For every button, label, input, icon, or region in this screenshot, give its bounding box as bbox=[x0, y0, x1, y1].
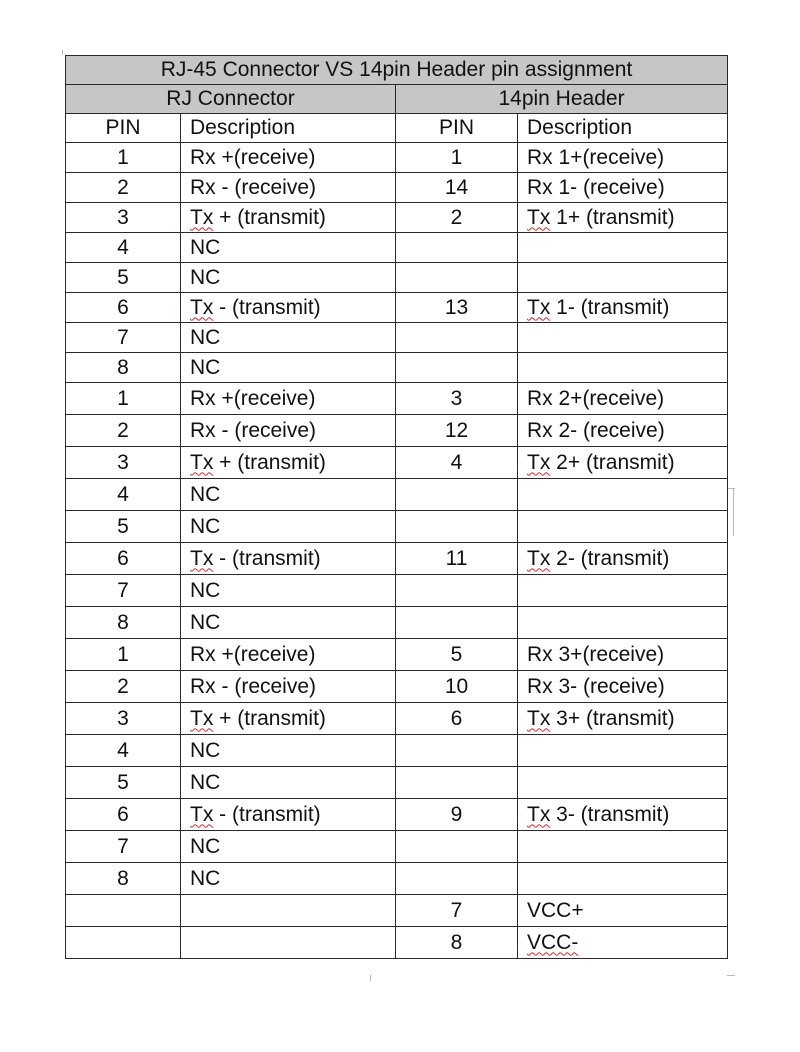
rj-description-cell bbox=[181, 767, 396, 799]
rj-pin-cell: 3 bbox=[66, 703, 181, 735]
header-description-cell bbox=[518, 927, 728, 959]
pin-assignment-table bbox=[65, 55, 728, 959]
spellcheck-marked-text: Tx bbox=[527, 295, 551, 319]
rj-description-cell bbox=[181, 173, 396, 203]
table-row bbox=[66, 203, 728, 233]
header-pin-cell bbox=[396, 831, 518, 863]
rj-description-cell bbox=[181, 543, 396, 575]
rj-pin-cell: 7 bbox=[66, 323, 181, 353]
table-row bbox=[66, 447, 728, 479]
rj-pin-cell: 1 bbox=[66, 639, 181, 671]
crop-mark bbox=[733, 488, 734, 536]
table-row bbox=[66, 639, 728, 671]
crop-mark bbox=[370, 975, 371, 981]
crop-mark bbox=[62, 50, 63, 55]
header-pin-cell: 3 bbox=[396, 383, 518, 415]
header-pin-cell: 13 bbox=[396, 293, 518, 323]
description-text: VCC+ bbox=[527, 898, 584, 922]
description-text: Rx - (receive) bbox=[190, 175, 317, 199]
spellcheck-marked-text: Tx bbox=[527, 205, 551, 229]
rj-pin-cell: 8 bbox=[66, 863, 181, 895]
description-text: Rx 2+(receive) bbox=[527, 386, 665, 410]
header-description-cell bbox=[518, 767, 728, 799]
header-description-cell bbox=[518, 203, 728, 233]
description-text: NC bbox=[190, 610, 221, 634]
description-text: NC bbox=[190, 235, 221, 259]
spellcheck-marked-text: Tx bbox=[527, 546, 551, 570]
description-text: 2- (transmit) bbox=[550, 546, 670, 570]
header-pin-cell bbox=[396, 353, 518, 383]
description-text: + (transmit) bbox=[213, 205, 326, 229]
description-text: 2+ (transmit) bbox=[550, 450, 675, 474]
rj-pin-cell bbox=[66, 895, 181, 927]
header-pin-cell: 8 bbox=[396, 927, 518, 959]
header-pin-cell bbox=[396, 735, 518, 767]
header-pin-cell: 5 bbox=[396, 639, 518, 671]
header-pin-cell bbox=[396, 607, 518, 639]
rj-pin-cell: 7 bbox=[66, 831, 181, 863]
rj-description-cell bbox=[181, 575, 396, 607]
header-description-cell bbox=[518, 447, 728, 479]
header-pin-cell: 11 bbox=[396, 543, 518, 575]
header-description-cell bbox=[518, 703, 728, 735]
header-description-cell bbox=[518, 415, 728, 447]
rj-description-cell bbox=[181, 671, 396, 703]
description-text: + (transmit) bbox=[213, 450, 326, 474]
description-text: NC bbox=[190, 514, 221, 538]
description-text: Rx +(receive) bbox=[190, 145, 316, 169]
header-pin-cell: 10 bbox=[396, 671, 518, 703]
spellcheck-marked-text: VCC- bbox=[527, 930, 579, 954]
header-description-cell bbox=[518, 831, 728, 863]
rj-description-column-header: Description bbox=[181, 114, 396, 143]
header-pin-cell: 12 bbox=[396, 415, 518, 447]
description-text: Rx 2- (receive) bbox=[527, 418, 665, 442]
rj-pin-cell: 7 bbox=[66, 575, 181, 607]
description-text: Rx 3+(receive) bbox=[527, 642, 665, 666]
header-pin-cell: 7 bbox=[396, 895, 518, 927]
table-row bbox=[66, 293, 728, 323]
header-pin-cell: 14 bbox=[396, 173, 518, 203]
header-description-cell bbox=[518, 383, 728, 415]
rj-description-cell bbox=[181, 639, 396, 671]
spellcheck-marked-text: Tx bbox=[190, 546, 214, 570]
header-description-cell bbox=[518, 671, 728, 703]
rj-description-cell bbox=[181, 415, 396, 447]
table-row bbox=[66, 703, 728, 735]
rj-description-cell bbox=[181, 895, 396, 927]
rj-description-cell bbox=[181, 293, 396, 323]
header-description-cell bbox=[518, 735, 728, 767]
table-row bbox=[66, 799, 728, 831]
table-row bbox=[66, 575, 728, 607]
rj-description-cell bbox=[181, 703, 396, 735]
header-description-cell bbox=[518, 293, 728, 323]
crop-mark bbox=[727, 975, 735, 976]
rj-pin-cell bbox=[66, 927, 181, 959]
rj-description-cell bbox=[181, 799, 396, 831]
header-description-cell bbox=[518, 607, 728, 639]
header-pin-cell: 2 bbox=[396, 203, 518, 233]
header-pin-cell bbox=[396, 323, 518, 353]
spellcheck-marked-text: Tx bbox=[190, 450, 214, 474]
header-description-cell bbox=[518, 799, 728, 831]
description-text: Rx 3- (receive) bbox=[527, 674, 665, 698]
table-row bbox=[66, 353, 728, 383]
header-description-cell bbox=[518, 323, 728, 353]
rj-pin-cell: 2 bbox=[66, 671, 181, 703]
spellcheck-marked-text: Tx bbox=[190, 706, 214, 730]
rj-pin-cell: 1 bbox=[66, 143, 181, 173]
table-row bbox=[66, 927, 728, 959]
table-row bbox=[66, 233, 728, 263]
header-pin-cell bbox=[396, 479, 518, 511]
rj-connector-header: RJ Connector bbox=[66, 85, 396, 114]
header-pin-cell bbox=[396, 863, 518, 895]
rj-description-cell bbox=[181, 927, 396, 959]
description-text: Rx 1- (receive) bbox=[527, 175, 665, 199]
rj-description-cell bbox=[181, 863, 396, 895]
header-description-cell bbox=[518, 353, 728, 383]
rj-pin-column-header: PIN bbox=[66, 114, 181, 143]
description-text: 1- (transmit) bbox=[550, 295, 670, 319]
header-description-cell bbox=[518, 143, 728, 173]
rj-description-cell bbox=[181, 383, 396, 415]
header-description-cell bbox=[518, 863, 728, 895]
description-text: Rx 1+(receive) bbox=[527, 145, 665, 169]
14pin-header-header: 14pin Header bbox=[396, 85, 728, 114]
header-pin-cell: 4 bbox=[396, 447, 518, 479]
header-pin-cell bbox=[396, 511, 518, 543]
description-text: NC bbox=[190, 738, 221, 762]
description-text: 1+ (transmit) bbox=[550, 205, 675, 229]
description-text: 3+ (transmit) bbox=[550, 706, 675, 730]
header-pin-cell: 9 bbox=[396, 799, 518, 831]
description-text: Rx - (receive) bbox=[190, 674, 317, 698]
rj-pin-cell: 2 bbox=[66, 415, 181, 447]
column-header-row bbox=[66, 114, 728, 143]
table-row bbox=[66, 323, 728, 353]
table-row bbox=[66, 383, 728, 415]
rj-description-cell bbox=[181, 735, 396, 767]
header-description-cell bbox=[518, 511, 728, 543]
description-text: NC bbox=[190, 325, 221, 349]
rj-description-cell bbox=[181, 511, 396, 543]
description-text: - (transmit) bbox=[213, 295, 321, 319]
header-description-cell bbox=[518, 575, 728, 607]
spellcheck-marked-text: Tx bbox=[190, 802, 214, 826]
description-text: 3- (transmit) bbox=[550, 802, 670, 826]
header-description-cell bbox=[518, 543, 728, 575]
spellcheck-marked-text: Tx bbox=[527, 706, 551, 730]
header-pin-cell bbox=[396, 575, 518, 607]
table-row bbox=[66, 543, 728, 575]
rj-pin-cell: 4 bbox=[66, 233, 181, 263]
spellcheck-marked-text: Tx bbox=[190, 295, 214, 319]
group-header-row bbox=[66, 85, 728, 114]
rj-description-cell bbox=[181, 233, 396, 263]
rj-pin-cell: 6 bbox=[66, 799, 181, 831]
rj-description-cell bbox=[181, 203, 396, 233]
table-row bbox=[66, 143, 728, 173]
rj-pin-cell: 5 bbox=[66, 511, 181, 543]
spellcheck-marked-text: Tx bbox=[190, 205, 214, 229]
rj-description-cell bbox=[181, 447, 396, 479]
header-description-cell bbox=[518, 263, 728, 293]
description-text: NC bbox=[190, 265, 221, 289]
table-row bbox=[66, 831, 728, 863]
rj-pin-cell: 2 bbox=[66, 173, 181, 203]
spellcheck-marked-text: Tx bbox=[527, 802, 551, 826]
rj-description-cell bbox=[181, 831, 396, 863]
header-pin-cell: 6 bbox=[396, 703, 518, 735]
rj-pin-cell: 8 bbox=[66, 607, 181, 639]
table-row bbox=[66, 511, 728, 543]
description-text: NC bbox=[190, 834, 221, 858]
rj-description-cell bbox=[181, 353, 396, 383]
description-text: Rx +(receive) bbox=[190, 386, 316, 410]
rj-description-cell bbox=[181, 479, 396, 511]
spellcheck-marked-text: Tx bbox=[527, 450, 551, 474]
rj-pin-cell: 6 bbox=[66, 293, 181, 323]
description-text: NC bbox=[190, 866, 221, 890]
title-row bbox=[66, 56, 728, 85]
rj-description-cell bbox=[181, 607, 396, 639]
description-text: - (transmit) bbox=[213, 802, 321, 826]
table-row bbox=[66, 735, 728, 767]
description-text: NC bbox=[190, 578, 221, 602]
table-row bbox=[66, 863, 728, 895]
rj-pin-cell: 6 bbox=[66, 543, 181, 575]
table-row bbox=[66, 767, 728, 799]
header-description-cell bbox=[518, 895, 728, 927]
table-row bbox=[66, 671, 728, 703]
header-description-cell bbox=[518, 173, 728, 203]
rj-pin-cell: 4 bbox=[66, 735, 181, 767]
description-text: - (transmit) bbox=[213, 546, 321, 570]
rj-pin-cell: 4 bbox=[66, 479, 181, 511]
table-row bbox=[66, 895, 728, 927]
rj-pin-cell: 8 bbox=[66, 353, 181, 383]
header-pin-cell bbox=[396, 233, 518, 263]
rj-description-cell bbox=[181, 143, 396, 173]
header-description-column-header: Description bbox=[518, 114, 728, 143]
rj-description-cell bbox=[181, 323, 396, 353]
rj-pin-cell: 5 bbox=[66, 767, 181, 799]
rj-pin-cell: 3 bbox=[66, 203, 181, 233]
header-description-cell bbox=[518, 639, 728, 671]
description-text: Rx - (receive) bbox=[190, 418, 317, 442]
description-text: NC bbox=[190, 770, 221, 794]
header-description-cell bbox=[518, 233, 728, 263]
description-text: Rx +(receive) bbox=[190, 642, 316, 666]
table-row bbox=[66, 263, 728, 293]
header-pin-column-header: PIN bbox=[396, 114, 518, 143]
rj-pin-cell: 5 bbox=[66, 263, 181, 293]
table-row bbox=[66, 415, 728, 447]
header-pin-cell: 1 bbox=[396, 143, 518, 173]
rj-pin-cell: 3 bbox=[66, 447, 181, 479]
rj-description-cell bbox=[181, 263, 396, 293]
description-text: + (transmit) bbox=[213, 706, 326, 730]
table-title: RJ-45 Connector VS 14pin Header pin assignment bbox=[66, 56, 728, 85]
header-description-cell bbox=[518, 479, 728, 511]
rj-pin-cell: 1 bbox=[66, 383, 181, 415]
header-pin-cell bbox=[396, 263, 518, 293]
table-row bbox=[66, 173, 728, 203]
header-pin-cell bbox=[396, 767, 518, 799]
description-text: NC bbox=[190, 355, 221, 379]
table-row bbox=[66, 607, 728, 639]
table-row bbox=[66, 479, 728, 511]
description-text: NC bbox=[190, 482, 221, 506]
